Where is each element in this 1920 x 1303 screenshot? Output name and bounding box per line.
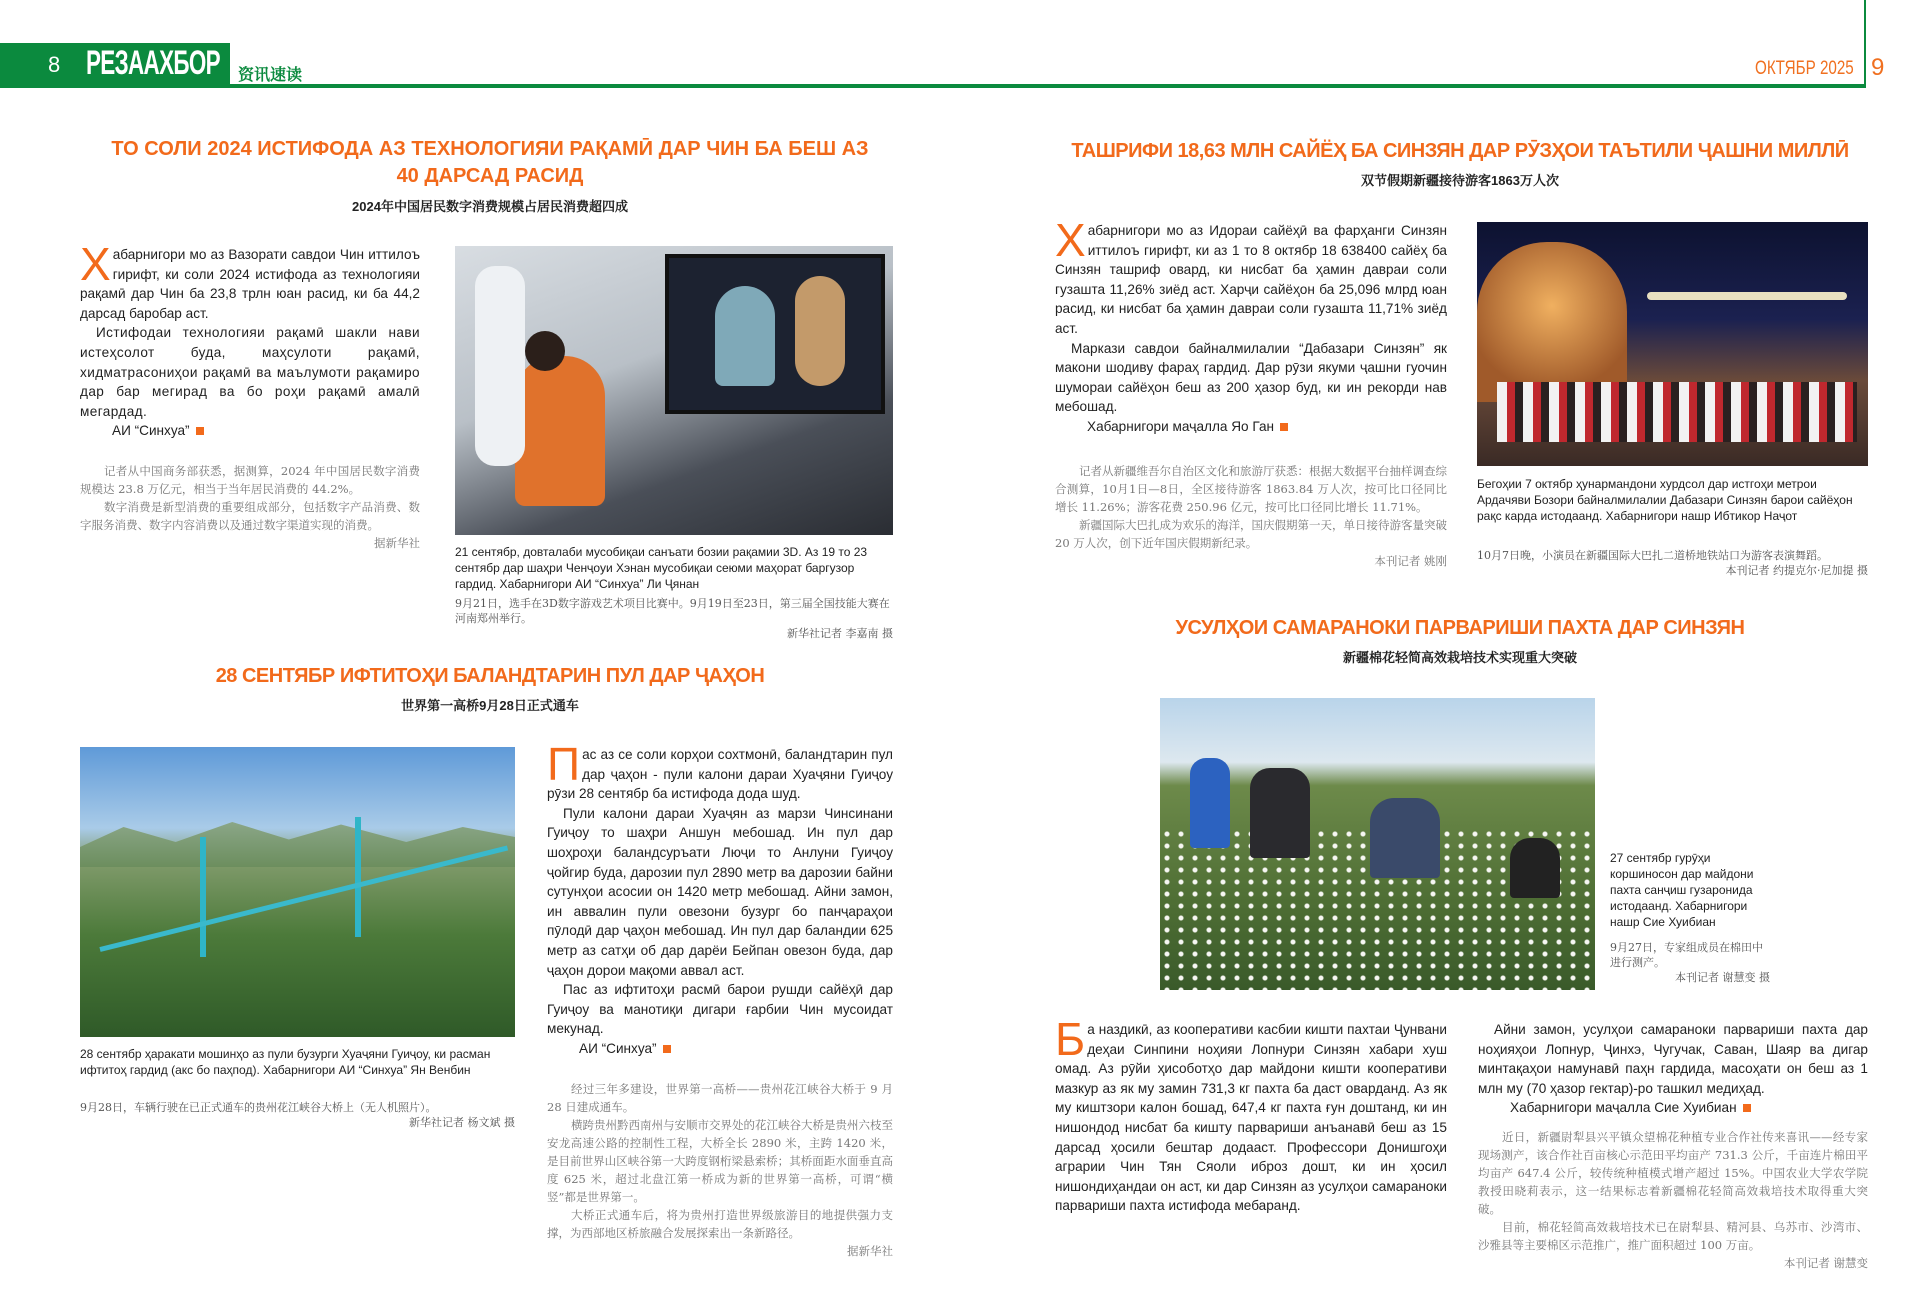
article-bridge-title: 28 СЕНТЯБР ИФТИТОҲИ БАЛАНДТАРИН ПУЛ ДАР ҶАҲОН bbox=[215, 665, 765, 687]
article-tourism-subtitle: 双节假期新疆接待游客1863万人次 bbox=[1361, 173, 1559, 188]
photo-digital-game-contest bbox=[455, 246, 893, 535]
photo-credit: 本刊记者 约提克尔·尼加提 摄 bbox=[1725, 564, 1868, 577]
signature bbox=[547, 1039, 893, 1059]
paragraph: Пас аз ифтитоҳи расмӣ барои рушди сайёҳӣ дар Гуиҷоу ва манотиқи дигари ғарбии Чин мусоидат мекунад. bbox=[547, 982, 893, 1037]
caption-cn-text: 10月7日晚，小演员在新疆国际大巴扎二道桥地铁站口为游客表演舞蹈。 bbox=[1477, 549, 1828, 562]
article-tourism-cn bbox=[1055, 462, 1447, 570]
photo-tourism-caption: Бегоҳии 7 октябр ҳунармандони хурдсол дар истгоҳи метрои Ардачяви Бозори байналмилалии Дабазари Синзян барои сайёҳон рақс карда истодаанд. Хабарнигори нашр Ибтикор Наҷот bbox=[1477, 477, 1853, 523]
paragraph: Истифодаи технологияи рақамӣ шакли нави истеҳсолот буда, маҳсулоти рақамӣ, хидматрасониҳои рақамӣ ва маълумоти рақамиро дар бар мегирад ва бо роҳи рақамӣ амалӣ мегардад. bbox=[80, 325, 420, 419]
signature-text: Хабарнигори маҷалла Сие Хуибиан bbox=[1510, 1100, 1737, 1116]
cn-byline: 据新华社 bbox=[374, 536, 420, 550]
article-digital-title: ТО СОЛИ 2024 ИСТИФОДА АЗ ТЕХНОЛОГИЯИ РАҚАМӢ ДАР ЧИН БА БЕШ АЗ 40 ДАРСАД РАСИД bbox=[111, 138, 869, 187]
article-bridge-subtitle: 世界第一高桥9月28日正式通车 bbox=[401, 698, 579, 713]
photo-credit: 本刊记者 谢慧变 摄 bbox=[1675, 971, 1770, 984]
cn-paragraph: 新疆国际大巴扎成为欢乐的海洋，国庆假期第一天，单日接待游客量突破 20 万人次，创下近年国庆假期新纪录。 bbox=[1055, 518, 1447, 550]
article-cotton-title: УСУЛҲОИ САМАРАНОКИ ПАРВАРИШИ ПАХТА ДАР СИНЗЯН bbox=[1175, 617, 1745, 639]
signature bbox=[1478, 1098, 1868, 1118]
paragraph: абарнигори мо аз Вазорати савдои Чин иттилоъ гирифт, ки соли 2024 истифода аз технологияи рақамӣ дар Чин ба 23,8 трлн юан расид, ки ба 44,2 дарсад баробар аст. bbox=[80, 247, 420, 321]
section-title: РЕЗААХБОР bbox=[86, 44, 220, 82]
paragraph: абарнигори мо аз Идораи сайёҳӣ ва фарҳанги Синзян иттилоъ гирифт, ки аз 1 то 8 октябр 18 638400 сайёҳ ба Синзян ташриф овард, ки нисбат ба ҳамин давраи соли гузашта 11,26% зиёд аст. Харҷи сайёҳон ба 25,096 млрд юан расид, ки нисбат ба ҳамин давраи соли гузашта 11,71% зиёд аст. bbox=[1055, 223, 1447, 336]
caption-cn-text: 9月28日，车辆行驶在已正式通车的贵州花江峡谷大桥上（无人机照片）。 bbox=[80, 1101, 437, 1114]
cn-paragraph: 数字消费是新型消费的重要组成部分，包括数字产品消费、数字服务消费、数字内容消费以及通过数字渠道实现的消费。 bbox=[80, 500, 420, 532]
section-title-cn: 资讯速读 bbox=[238, 65, 303, 84]
signature-text: Хабарнигори маҷалла Яо Ган bbox=[1087, 418, 1275, 434]
photo-cotton-caption-cn bbox=[1610, 940, 1770, 985]
paragraph: Пули калони дараи Хуаҷян аз марзи Чинсинани Гуиҷоу то шаҳри Аншун мебошад. Ин пул дар шоҳроҳи баландсуръати Люҷи то Анлуни Гуиҷоу ҷойгир буда, дарозии пул 2890 метр ва дарозии байни сутунҳои асосии он 1420 метр мебошад. Айни замон, ин аввалин пули овезони бузург бо панҷараҳои пӯлодӣ дар ҷаҳон мебошад. Ин пул дар баландии 625 метр аз сатҳи об дар дарёи Бейпан овезон буда, дар ҷаҳон дорои мақоми аввал аст. bbox=[547, 805, 893, 978]
article-cotton-body-col1 bbox=[1055, 1013, 1447, 1216]
signature bbox=[1055, 417, 1447, 437]
photo-huajiang-bridge bbox=[80, 747, 515, 1037]
header-vertical-rule bbox=[1864, 0, 1866, 88]
signature-text: АИ “Синхуа” bbox=[112, 423, 190, 439]
cn-paragraph: 目前，棉花轻简高效栽培技术已在尉犁县、精河县、乌苏市、沙湾市、沙雅县等主要棉区示范推广，推广面积超过 100 万亩。 bbox=[1478, 1220, 1868, 1252]
issue-date: ОКТЯБР 2025 bbox=[1755, 58, 1854, 79]
cn-paragraph: 经过三年多建设，世界第一高桥——贵州花江峡谷大桥于 9 月 28 日建成通车。 bbox=[547, 1082, 893, 1114]
signature-text: АИ “Синхуа” bbox=[579, 1040, 657, 1056]
photo-cotton-caption: 27 сентябр гурӯҳи коршиносон дар майдони пахта санҷиш гузаронида истодаанд. Хабарнигори нашр Сие Хуибиан bbox=[1610, 851, 1754, 929]
cn-byline: 据新华社 bbox=[847, 1244, 893, 1258]
page-number-right: 9 bbox=[1871, 54, 1885, 81]
end-square-icon bbox=[1280, 423, 1288, 431]
article-bridge-cn bbox=[547, 1080, 893, 1260]
article-digital-subtitle: 2024年中国居民数字消费规模占居民消费超四成 bbox=[352, 199, 628, 214]
caption-cn-text: 9月27日，专家组成员在棉田中进行测产。 bbox=[1610, 941, 1763, 969]
photo-digital-caption: 21 сентябр, довталаби мусобиқаи санъати бозии рақамии 3D. Аз 19 то 23 сентябр дар шаҳри Ченҷоуи Хэнан мусобиқаи сеюми маҳорат баргузор гардид. Хабарнигори АИ “Синхуа” Ли Ҷянан bbox=[455, 545, 868, 591]
article-tourism-body bbox=[1055, 214, 1447, 437]
cn-byline: 本刊记者 姚刚 bbox=[1374, 554, 1447, 568]
cn-paragraph: 近日，新疆尉犁县兴平镇众望棉花种植专业合作社传来喜讯——经专家现场测产，该合作社百亩核心示范田平均亩产 731.3 公斤，千亩连片棉田平均亩产 647.4 公斤，较传统种植模式增产超过 15%。中国农业大学农学院教授田晓莉表示，这一结果标志着新疆棉花轻简高效栽培技术取得重大突破。 bbox=[1478, 1130, 1868, 1216]
article-digital-cn bbox=[80, 462, 420, 552]
paragraph: а наздикӣ, аз кооперативи касбии кишти пахтаи Ҷунвани деҳаи Синпини ноҳияи Лопнури Синзян хабари хуш омад. Аз рӯйи ҳисоботҳо дар майдони кишти кооперативи мазкур аз як му замин 731,3 кг пахта ба даст оварданд. Аз як му киштзори калон бошад, 647,4 кг пахта ғун доштанд, ки ин нишондод нисбат ба кишту парвариши анъанавӣ беш аз 15 дарсад ҳосили бештар додааст. Профессори Донишгоҳи аграрии Чин Тян Сяоли иброз дошт, ки ин ҳосил нишондиҳандаи он аст, ки дар Синзян аз усулҳои самараноки парвариши пахта истифода мебаранд. bbox=[1055, 1022, 1447, 1214]
cn-paragraph: 记者从新疆维吾尔自治区文化和旅游厅获悉：根据大数据平台抽样调查综合测算，10月1日—8日，全区接待游客 1863.84 万人次，按可比口径同比增长 11.26%；游客花费 250.96 亿元，按可比口径同比增长 11.71%。 bbox=[1055, 464, 1447, 514]
drop-cap: Х bbox=[80, 238, 111, 290]
cn-paragraph: 记者从中国商务部获悉，据测算，2024 年中国居民数字消费规模达 23.8 万亿元，相当于当年居民消费的 44.2%。 bbox=[80, 464, 420, 496]
cn-paragraph: 横跨贵州黔西南州与安顺市交界处的花江峡谷大桥是贵州六枝至安龙高速公路的控制性工程，大桥全长 2890 米，主跨 1420 米，是目前世界山区峡谷第一大跨度钢桁梁悬索桥；其桥面距水面垂直高度 625 米，超过北盘江第一桥成为新的世界第一高桥，可谓“横竖”都是世界第一。 bbox=[547, 1118, 893, 1204]
article-bridge-body bbox=[547, 738, 893, 1059]
paragraph: Маркази савдои байналмилалии “Дабазари Синзян” як макони шодиву фараҳ гардид. Дар рӯзи якуми ҷашни гуочин шумораи сайёҳон беш аз 200 ҳазор буд, ки ин рекорди нав мебошад. bbox=[1055, 340, 1447, 415]
photo-bridge-caption: 28 сентябр ҳаракати мошинҳо аз пули бузурги Хуаҷяни Гуиҷоу, ки расман ифтитоҳ гардид (акс бо паҳпод). Хабарнигори АИ “Синхуа” Ян Венбин bbox=[80, 1047, 491, 1077]
end-square-icon bbox=[1743, 1104, 1751, 1112]
cn-byline: 本刊记者 谢慧变 bbox=[1783, 1256, 1868, 1270]
header-rule bbox=[0, 84, 1866, 88]
end-square-icon bbox=[196, 427, 204, 435]
paragraph: ас аз се соли корҳои сохтмонӣ, баландтарин пул дар ҷаҳон - пули калони дараи Хуаҷяни Гуиҷоу рӯзи 28 сентябр ба истифода дода шуд. bbox=[547, 747, 893, 802]
photo-grand-bazaar-dance bbox=[1477, 222, 1868, 466]
end-square-icon bbox=[663, 1045, 671, 1053]
photo-bridge-caption-cn bbox=[80, 1100, 515, 1130]
photo-cotton-field bbox=[1160, 698, 1595, 990]
signature bbox=[80, 421, 420, 441]
page-number-left: 8 bbox=[48, 52, 61, 77]
article-cotton-cn bbox=[1478, 1128, 1868, 1272]
article-cotton-subtitle: 新疆棉花轻简高效栽培技术实现重大突破 bbox=[1342, 650, 1577, 665]
drop-cap: Х bbox=[1055, 214, 1086, 266]
photo-digital-caption-cn bbox=[455, 596, 893, 641]
photo-credit: 新华社记者 杨文斌 摄 bbox=[409, 1116, 515, 1129]
drop-cap: П bbox=[547, 738, 581, 790]
article-tourism-title: ТАШРИФИ 18,63 МЛН САЙЁҲ БА СИНЗЯН ДАР РӮЗҲОИ ТАЪТИЛИ ҶАШНИ МИЛЛӢ bbox=[1071, 140, 1849, 162]
caption-cn-text: 9月21日，选手在3D数字游戏艺术项目比赛中。9月19日至23日，第三届全国技能大赛在河南郑州举行。 bbox=[455, 597, 890, 625]
paragraph: Айни замон, усулҳои самараноки парвариши пахта дар ноҳияҳои Лопнур, Ҷинхэ, Чугучак, Саван, Шаяр ва дигар минтақаҳои намунавӣ паҳн гардида, масоҳати он беш аз 1 млн му (70 ҳазор гектар)-ро ташкил медиҳад. bbox=[1478, 1022, 1868, 1096]
drop-cap: Б bbox=[1055, 1013, 1086, 1065]
cn-paragraph: 大桥正式通车后，将为贵州打造世界级旅游目的地提供强力支撑，为西部地区桥旅融合发展探索出一条新路径。 bbox=[547, 1208, 893, 1240]
photo-tourism-caption-cn bbox=[1477, 548, 1868, 578]
article-digital-body bbox=[80, 238, 420, 441]
article-cotton-body-col2 bbox=[1478, 1020, 1868, 1118]
photo-credit: 新华社记者 李嘉南 摄 bbox=[787, 627, 893, 640]
